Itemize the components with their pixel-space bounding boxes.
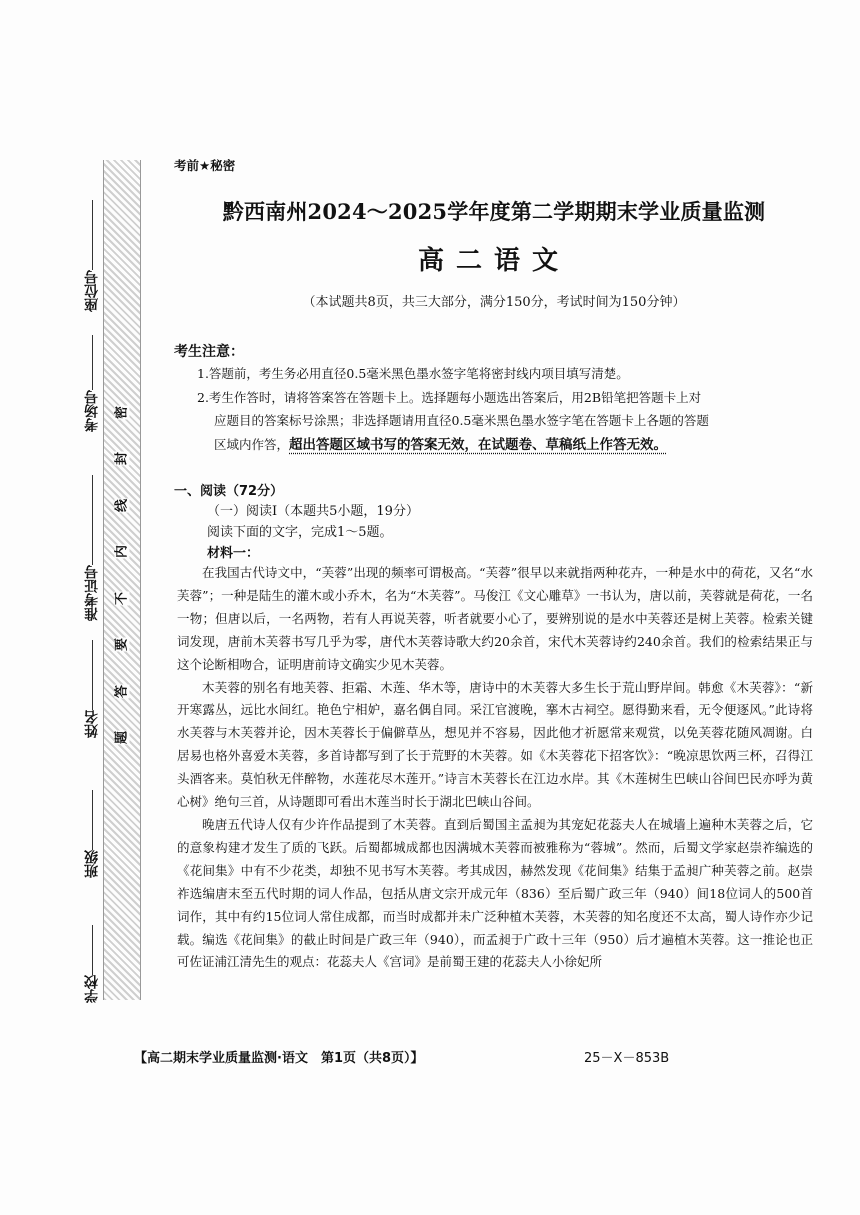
material-heading: 材料一： — [207, 546, 260, 561]
passage-paragraph-2: 木芙蓉的别名有地芙蓉、拒霜、木莲、华木等，唐诗中的木芙蓉大多生长于荒山野岸间。韩愈《木芙蓉》：“新开寒露丛，远比水间红。艳色宁相妒，嘉名偶自同。采江官渡晚，搴木古祠空。愿得勤来看，无令便逐风。”此诗将水芙蓉与木芙蓉并论，因木芙蓉长于偏僻草丛，想见并不容易，因此他才祈愿常来观赏，以免芙蓉花随风凋谢。白居易也格外喜爱木芙蓉，多首诗都写到了长于荒野的木芙蓉。如《木芙蓉花下招客饮》：“晚凉思饮两三杯，召得江头酒客来。莫怕秋无伴醉物，水莲花尽木莲开。”诗言木芙蓉长在江边水岸。其《木莲树生巴峡山谷间巴民亦呼为黄心树》绝句三首，从诗题即可看出木莲当时长于湖北巴峡山谷间。 — [177, 679, 813, 810]
notice-item-2-line-2: 应题目的答案标号涂黑；非选择题请用直径0.5毫米黑色墨水签字笔在答题卡上各题的答题 — [214, 413, 709, 428]
notice-emphasis: 超出答题区域书写的答案无效，在试题卷、草稿纸上作答无效。 — [289, 436, 668, 453]
footer-page-info: 【高二期末学业质量监测·语文 第1页（共8页）】 — [134, 1051, 424, 1066]
seal-char: 线 — [114, 498, 130, 512]
seal-char: 题 — [114, 730, 130, 744]
exam-info: （本试题共8页，共三大部分，满分150分，考试时间为150分钟） — [302, 295, 686, 310]
class-label: 班级 — [84, 850, 100, 878]
seal-char: 不 — [114, 591, 130, 605]
notice-item-1: 1.答题前，考生务必用直径0.5毫米黑色墨水签字笔将密封线内项目填写清楚。 — [197, 366, 629, 381]
school-label: 学校 — [84, 975, 100, 1003]
footer-code: 25－X－853B — [584, 1051, 670, 1066]
notice-heading: 考生注意： — [174, 344, 244, 360]
seal-char: 要 — [114, 638, 130, 652]
seal-char: 内 — [114, 545, 130, 559]
exam-title: 黔西南州2024～2025学年度第二学期期末学业质量监测 — [222, 199, 766, 224]
admission-number-field[interactable] — [83, 475, 101, 621]
subject-title: 高二语文 — [417, 246, 570, 276]
page-footer — [134, 1047, 734, 1066]
notice-item-2-line-1: 2.考生作答时，请将答案答在答题卡上。选择题每小题选出答案后，用2B铅笔把答题卡上对 — [197, 389, 702, 405]
name-label: 姓名 — [84, 710, 100, 738]
seal-char: 答 — [114, 684, 130, 698]
reading-instruction: 阅读下面的文字，完成1～5题。 — [207, 525, 393, 540]
passage-paragraph-1: 在我国古代诗文中，“芙蓉”出现的频率可谓极高。“芙蓉”很早以来就指两种花卉，一种是水中的荷花，又名“水芙蓉”；一种是陆生的灌木或小乔木，名为“木芙蓉”。马俊江《文心雕草》一书认为，唐以前，芙蓉就是荷花，一名一物；但唐以后，一名两物，若有人再说芙蓉，听者就要小心了，要辨别说的是水中芙蓉还是树上芙蓉。检索关键词发现，唐前木芙蓉书写几乎为零，唐代木芙蓉诗歌大约20余首，宋代木芙蓉诗约240余首。我们的检索结果正与这个论断相吻合，证明唐前诗文确实少见木芙蓉。 — [177, 565, 813, 672]
seal-char: 封 — [114, 452, 130, 466]
notice-item-2-line-3 — [197, 433, 797, 458]
notice-item-2-text: 区域内作答， — [214, 436, 290, 452]
seat-number-field[interactable] — [83, 200, 101, 312]
section-heading: 一、阅读（72分） — [174, 484, 284, 499]
seal-char: 密 — [114, 406, 130, 420]
exam-room-field[interactable] — [83, 335, 101, 432]
seal-line-text — [115, 405, 129, 745]
admission-number-label: 准考证号 — [84, 565, 100, 621]
seat-number-label: 座位号 — [84, 270, 100, 312]
school-field[interactable] — [83, 925, 101, 1003]
subsection-heading: （一）阅读Ⅰ（本题共5小题，19分） — [207, 504, 419, 519]
exam-room-label: 考场号 — [84, 390, 100, 432]
secret-mark: 考前★秘密 — [174, 158, 236, 173]
passage-paragraph-3: 晚唐五代诗人仅有少许作品提到了木芙蓉。直到后蜀国主孟昶为其宠妃花蕊夫人在城墙上遍种木芙蓉之后，它的意象构建才发生了质的飞跃。后蜀都城成都也因满城木芙蓉而被雅称为“蓉城”。然而，后蜀文学家赵崇祚编选的《花间集》中有不少花类，却独不见书写木芙蓉。考其成因，赫然发现《花间集》结集于孟昶广种芙蓉之前。赵崇祚选编唐末至五代时期的词人作品，包括从唐文宗开成元年（836）至后蜀广政三年（940）间18位词人的500首词作，其中有约15位词人常住成都，而当时成都并未广泛种植木芙蓉，木芙蓉的知名度还不太高，蜀人诗作亦少记载。编选《花间集》的截止时间是广政三年（940），而孟昶于广政十三年（950）后才遍植木芙蓉。这一推论也正可佐证浦江清先生的观点：花蕊夫人《宫词》是前蜀王建的花蕊夫人小徐妃所 — [177, 816, 813, 970]
binding-strip — [0, 0, 150, 1215]
reading-passage — [177, 562, 813, 974]
class-field[interactable] — [83, 790, 101, 878]
name-field[interactable] — [83, 640, 101, 738]
notice-block — [197, 362, 797, 457]
